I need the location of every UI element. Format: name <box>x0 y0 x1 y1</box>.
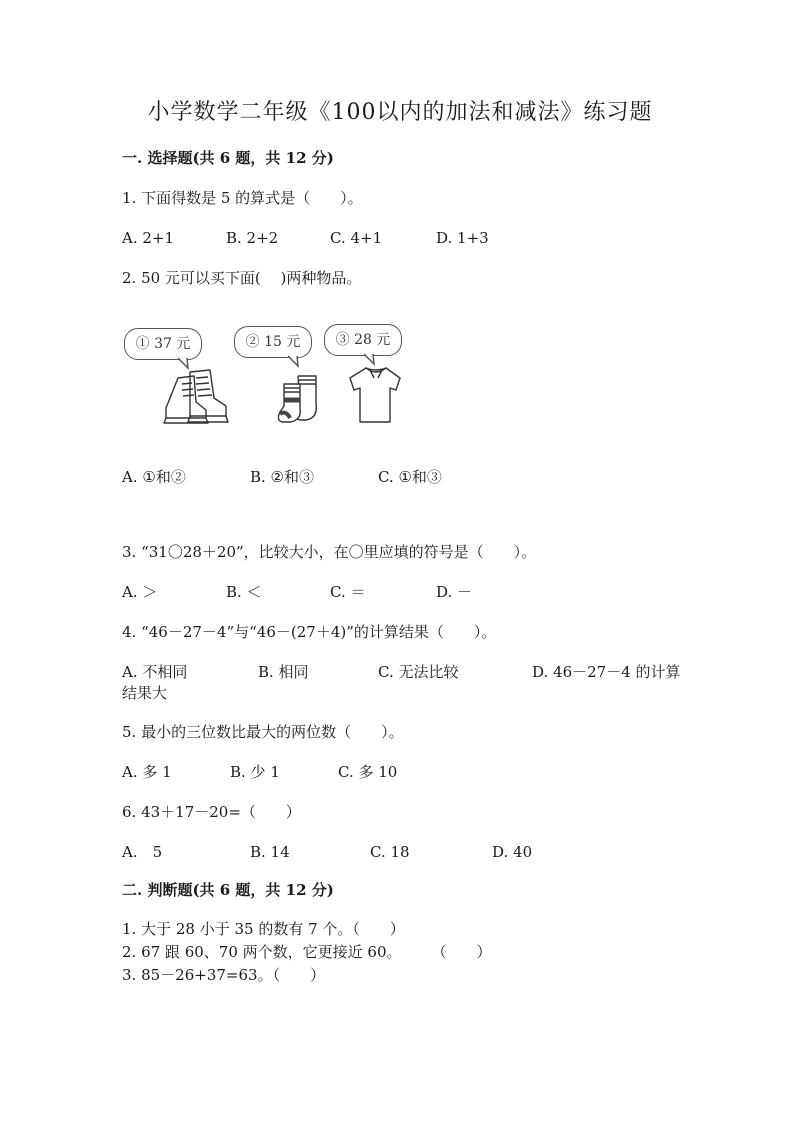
question-4-option-b: B. 相同 <box>258 663 309 681</box>
price-bubble-2: ② 15 元 <box>234 326 312 358</box>
judge-question-3: 3. 85－26+37=63。（ ） <box>122 966 326 984</box>
section-2-heading: 二. 判断题(共 6 题，共 12 分) <box>122 881 334 899</box>
question-5-option-b: B. 少 1 <box>230 763 280 781</box>
question-2-option-c: C. ①和③ <box>378 468 442 486</box>
question-4-option-d: D. 46－27－4 的计算 <box>532 663 681 681</box>
question-6-option-c: C. 18 <box>370 843 410 861</box>
question-4-stem: 4. “46－27－4”与“46－(27＋4)”的计算结果（ ）。 <box>122 623 497 641</box>
question-2-option-b: B. ②和③ <box>250 468 315 486</box>
boots-icon <box>160 368 232 424</box>
question-6-stem: 6. 43＋17－20=（ ） <box>122 803 301 821</box>
question-2-option-a: A. ①和② <box>122 468 186 486</box>
question-3-option-a: A. ＞ <box>122 583 158 601</box>
question-3-stem: 3. “31〇28＋20”，比较大小，在〇里应填的符号是（ ）。 <box>122 543 537 561</box>
question-5-option-c: C. 多 10 <box>338 763 398 781</box>
judge-question-2: 2. 67 跟 60、70 两个数，它更接近 60。 （ ） <box>122 943 492 961</box>
question-1-option-b: B. 2+2 <box>226 229 279 247</box>
price-bubble-1: ① 37 元 <box>124 328 202 360</box>
question-6-option-d: D. 40 <box>492 843 533 861</box>
question-5-stem: 5. 最小的三位数比最大的两位数（ ）。 <box>122 723 404 741</box>
question-4-option-d-wrap: 结果大 <box>122 684 168 702</box>
bubble-tail-2 <box>288 354 304 368</box>
question-3-option-d: D. － <box>436 583 473 601</box>
judge-question-1: 1. 大于 28 小于 35 的数有 7 个。（ ） <box>122 920 405 938</box>
question-3-option-c: C. ＝ <box>330 583 366 601</box>
section-1-heading: 一. 选择题(共 6 题，共 12 分) <box>122 149 334 167</box>
question-5-option-a: A. 多 1 <box>122 763 172 781</box>
question-1-option-a: A. 2+1 <box>122 229 175 247</box>
page-title: 小学数学二年级《100以内的加法和减法》练习题 <box>147 100 653 125</box>
question-6-option-a: A. 5 <box>122 843 163 861</box>
question-1-option-d: D. 1+3 <box>436 229 489 247</box>
question-1-option-c: C. 4+1 <box>330 229 383 247</box>
question-1-stem: 1. 下面得数是 5 的算式是（ ）。 <box>122 189 363 207</box>
question-6-option-b: B. 14 <box>250 843 290 861</box>
socks-icon <box>276 374 324 424</box>
question-4-option-a: A. 不相同 <box>122 663 188 681</box>
question-3-option-b: B. ＜ <box>226 583 262 601</box>
question-2-stem: 2. 50 元可以买下面( )两种物品。 <box>122 269 362 287</box>
question-4-option-c: C. 无法比较 <box>378 663 459 681</box>
shirt-icon <box>348 364 404 426</box>
price-bubble-3: ③ 28 元 <box>324 324 402 356</box>
